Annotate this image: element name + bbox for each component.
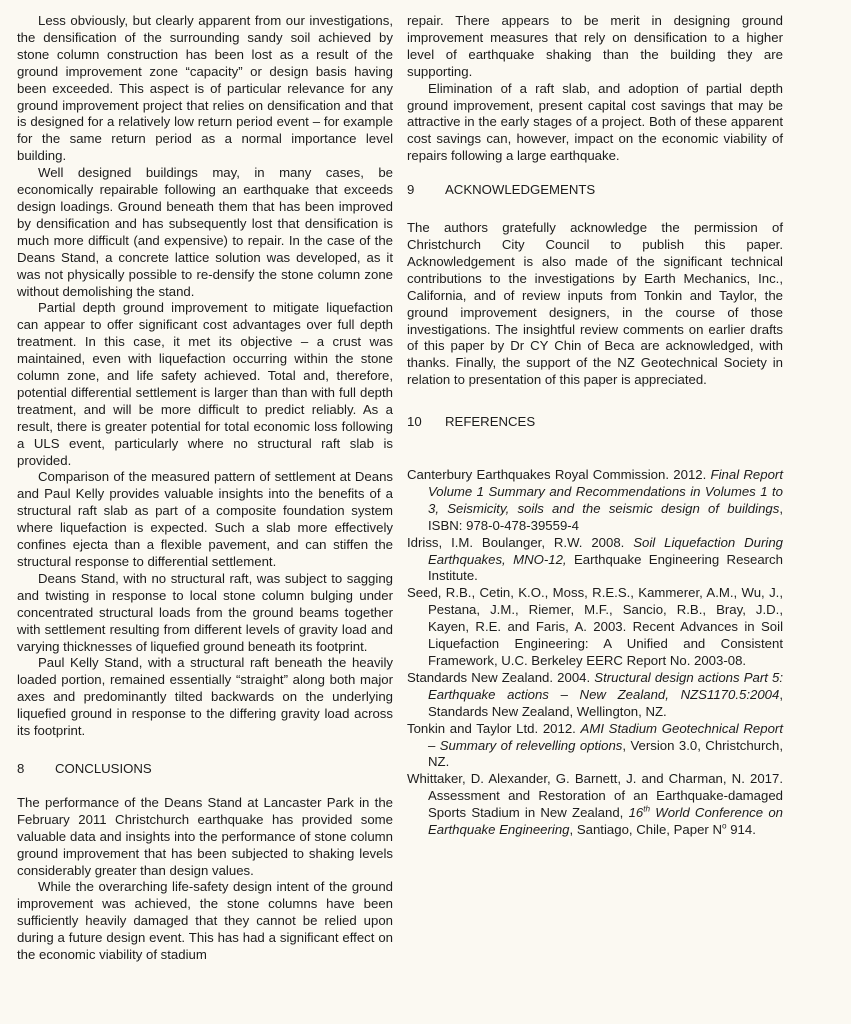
reference-title-italic: Soil Liquefaction During Earthquakes, MNO-12, xyxy=(428,534,783,567)
reference-text: o xyxy=(722,821,727,831)
reference-entry xyxy=(407,467,783,535)
left-column xyxy=(17,13,393,964)
paragraph: repair. There appears to be merit in designing ground improvement measures that rely on densification to a higher level of earthquake shaking than the building they are supporting. xyxy=(407,13,783,79)
section-conclusions-body xyxy=(17,795,393,964)
paragraph: The performance of the Deans Stand at Lancaster Park in the February 2011 Christchurch earthquake has provided some valuable data and insights into the performance of stone column ground improvement that has been subjected to shaking levels considerably greater than design values. xyxy=(17,794,393,878)
reference-text: Idriss, I.M. Boulanger, R.W. 2008. xyxy=(407,534,634,550)
reference-title-italic: World Conference on Earthquake Engineering xyxy=(428,805,784,838)
reference-title-italic: th xyxy=(643,804,651,814)
right-column xyxy=(407,13,783,964)
paragraph: Deans Stand, with no structural raft, was subject to sagging and twisting in response to local stone column bulging under concentrated structural loads from the ground beams together with settlement resulting from different levels of gravity load and varying thicknesses of liquefied ground beneath its footprint. xyxy=(17,570,393,654)
paragraph: The authors gratefully acknowledge the permission of Christchurch City Council to publish this paper. Acknowledgement is also made of the significant technical contributions to the investigations by Earth Mechanics, Inc., California, and of review inputs from Tonkin and Taylor, the ground improvement designers, in the course of those investigations. The insightful review comments on earlier drafts of this paper by Dr CY Chin of Beca are acknowledged, with thanks. Finally, the support of the NZ Geotechnical Society in relation to presentation of this paper is appreciated. xyxy=(407,220,783,388)
reference-title-italic: Structural design actions Part 5: Earthquake actions – New Zealand, NZS1170.5:2004 xyxy=(428,669,783,702)
section-number: 10 xyxy=(407,414,422,430)
paragraph: Well designed buildings may, in many cases, be economically repairable following an earthquake that exceeds design loadings. Ground beneath them that has been improved by densification and has subsequently lost that densification is much more difficult (and expensive) to repair. In the case of the Deans Stand, a concrete lattice solution was developed, as it was not physically possible to re-densify the stone column zone without demolishing the stand. xyxy=(17,165,393,299)
section-title: REFERENCES xyxy=(445,414,536,430)
reference-entry xyxy=(407,670,783,721)
reference-entry xyxy=(407,585,783,670)
paragraph: Comparison of the measured pattern of settlement at Deans and Paul Kelly provides valuable insights into the benefits of a structural raft slab as part of a composite foundation system where liquefaction is expected. Such a slab more effectively confines ejecta than a flexible pavement, and can stiffen the structural response to differential settlement. xyxy=(17,469,393,569)
reference-title-italic: AMI Stadium Geotechnical Report – Summary of relevelling options xyxy=(428,720,783,753)
reference-entry xyxy=(407,535,783,586)
section-7-body xyxy=(17,13,393,740)
section-conclusions-continued xyxy=(407,13,783,165)
reference-text: , Version 3.0, Christchurch, NZ. xyxy=(428,737,783,770)
section-number: 8 xyxy=(17,760,25,776)
paragraph: Partial depth ground improvement to mitigate liquefaction can appear to offer significant cost advantages over full depth treatment. In this case, it met its objective – a crust was maintained, even with liquefaction occurring within the stone column zone, and life safety achieved. Total and, therefore, potential differential settlement is larger than than with full depth treatment, and will be more difficult to predict reliably. As a result, there is greater potential for total economic loss following a ULS event, particularly where no structural raft slab is provided. xyxy=(17,300,393,468)
section-heading-conclusions xyxy=(17,761,393,778)
section-title: CONCLUSIONS xyxy=(55,760,152,776)
reference-list xyxy=(407,467,783,839)
reference-entry xyxy=(407,721,783,772)
reference-text: , Standards New Zealand, Wellington, NZ. xyxy=(428,686,783,719)
reference-text: 914. xyxy=(726,822,756,838)
section-number: 9 xyxy=(407,182,415,198)
paragraph: Less obviously, but clearly apparent from our investigations, the densification of the surrounding sandy soil achieved by stone column construction has been lost as a result of the ground improvement zone “capacity” or design basis having been exceeded. This aspect is of particular relevance for any ground improvement project that relies on densification and that is designed for a relatively low return period event – for example for the same return period as a normal importance level building. xyxy=(17,13,393,164)
reference-text: , Santiago, Chile, Paper N xyxy=(569,822,722,838)
paragraph: While the overarching life-safety design intent of the ground improvement was achieved, the stone columns have been sufficiently heavily damaged that they cannot be relied upon during a future design event. This has had a significant effect on the economic viability of stadium xyxy=(17,879,393,963)
reference-title-italic: Final Report Volume 1 Summary and Recommendations in Volumes 1 to 3, Seismicity, soils and the seismic design of buildings xyxy=(428,467,783,516)
reference-title-italic: 16 xyxy=(628,805,644,821)
paragraph: Elimination of a raft slab, and adoption of partial depth ground improvement, present capital cost savings that may be attractive in the early stages of a project. Both of these apparent cost savings can, however, impact on the economic viability of repairs following a large earthquake. xyxy=(407,80,783,164)
reference-text: Tonkin and Taylor Ltd. 2012. xyxy=(407,720,581,736)
reference-text: Earthquake Engineering Research Institute. xyxy=(428,551,783,584)
section-acknowledgements-body xyxy=(407,220,783,389)
section-heading-references xyxy=(407,414,783,431)
reference-entry xyxy=(407,771,783,839)
reference-text: Canterbury Earthquakes Royal Commission. 2012. xyxy=(407,467,711,483)
reference-text: Whittaker, D. Alexander, G. Barnett, J. and Charman, N. 2017. Assessment and Restoration of an Earthquake-damaged Sports Stadium in New Zealand, xyxy=(407,771,783,821)
section-heading-acknowledgements xyxy=(407,182,783,199)
reference-text: Seed, R.B., Cetin, K.O., Moss, R.E.S., Kammerer, A.M., Wu, J., Pestana, J.M., Riemer, M.F., Sancio, R.B., Bray, J.D., Kayen, R.E. and Faris, A. 2003. Recent Advances in Soil Liquefaction Engineering: A Unified and Consistent Framework, U.C. Berkeley EERC Report No. 2003-08. xyxy=(407,585,783,668)
reference-text: , ISBN: 978-0-478-39559-4 xyxy=(428,500,783,533)
reference-text: Standards New Zealand. 2004. xyxy=(407,669,595,685)
paragraph: Paul Kelly Stand, with a structural raft beneath the heavily loaded portion, remained essentially “straight” along both major axes and predominantly tilted backwards on the underlying liquefied ground in response to the differing gravity load across its footprint. xyxy=(17,655,393,739)
section-title: ACKNOWLEDGEMENTS xyxy=(445,182,596,198)
